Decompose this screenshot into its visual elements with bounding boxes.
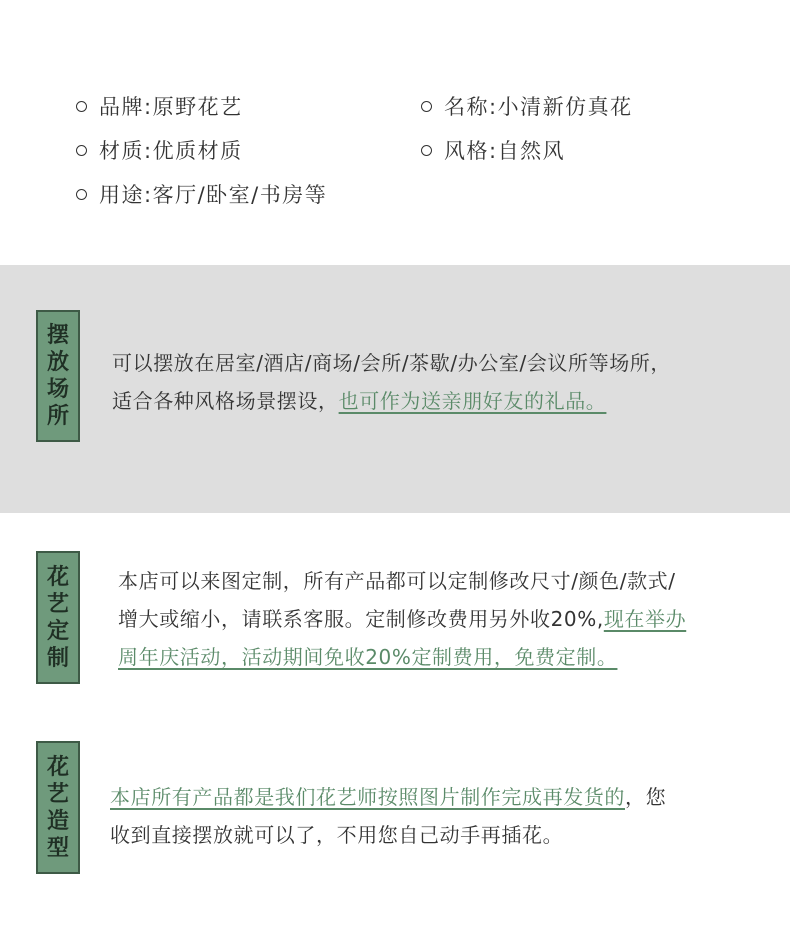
customization-tag-char: 花 (46, 564, 69, 590)
circle-bullet-icon (76, 101, 87, 112)
customization-tag-char: 定 (46, 618, 69, 644)
spec-material (76, 135, 243, 165)
arrangement-text (110, 778, 666, 854)
placement-tag-char: 放 (46, 350, 69, 375)
placement-text (112, 344, 671, 420)
arrangement-line-1-plain: ，您 (625, 785, 667, 809)
customization-line-2 (118, 600, 686, 638)
spec-brand-text: 品牌:原野花艺 (99, 95, 243, 119)
customization-tag (36, 551, 80, 684)
customization-text (118, 562, 686, 676)
arrangement-tag-char: 花 (46, 754, 69, 780)
arrangement-tag (36, 741, 80, 874)
circle-bullet-icon (76, 189, 87, 200)
arrangement-highlight: 本店所有产品都是我们花艺师按照图片制作完成再发货的 (110, 785, 625, 809)
arrangement-tag-char: 造 (46, 808, 69, 834)
customization-tag-char: 制 (46, 645, 69, 671)
placement-highlight: 也可作为送亲朋好友的礼品。 (338, 389, 607, 413)
placement-line-1: 可以摆放在居室/酒店/商场/会所/茶歇/办公室/会议所等场所， (112, 351, 672, 375)
spec-name-text: 名称:小清新仿真花 (444, 95, 633, 119)
product-specs (0, 0, 790, 265)
spec-name (421, 91, 633, 121)
arrangement-line-1 (110, 778, 666, 816)
spec-brand (76, 91, 243, 121)
placement-line-2-plain: 适合各种风格场景摆设， (112, 389, 339, 413)
circle-bullet-icon (421, 145, 432, 156)
arrangement-tag-char: 艺 (46, 781, 69, 807)
arrangement-line-2: 收到直接摆放就可以了，不用您自己动手再插花。 (110, 823, 564, 847)
spec-style-text: 风格:自然风 (444, 139, 566, 163)
customization-line-1: 本店可以来图定制，所有产品都可以定制修改尺寸/颜色/款式/ (118, 569, 676, 593)
placement-tag (36, 310, 80, 442)
spec-usage-text: 用途:客厅/卧室/书房等 (99, 183, 328, 207)
placement-line-2 (112, 382, 671, 420)
arrangement-tag-char: 型 (46, 835, 69, 861)
customization-line-2-plain: 增大或缩小，请联系客服。定制修改费用另外收20%, (118, 607, 604, 631)
customization-highlight-a: 现在举办 (603, 607, 687, 631)
spec-usage (76, 179, 327, 209)
placement-tag-char: 所 (46, 404, 69, 429)
placement-tag-char: 场 (46, 377, 69, 402)
spec-style (421, 135, 565, 165)
placement-tag-char: 摆 (46, 323, 69, 348)
circle-bullet-icon (76, 145, 87, 156)
spec-material-text: 材质:优质材质 (99, 139, 243, 163)
circle-bullet-icon (421, 101, 432, 112)
customization-highlight-b: 周年庆活动，活动期间免收20%定制费用，免费定制。 (118, 645, 618, 669)
customization-line-3 (118, 638, 686, 676)
customization-tag-char: 艺 (46, 591, 69, 617)
